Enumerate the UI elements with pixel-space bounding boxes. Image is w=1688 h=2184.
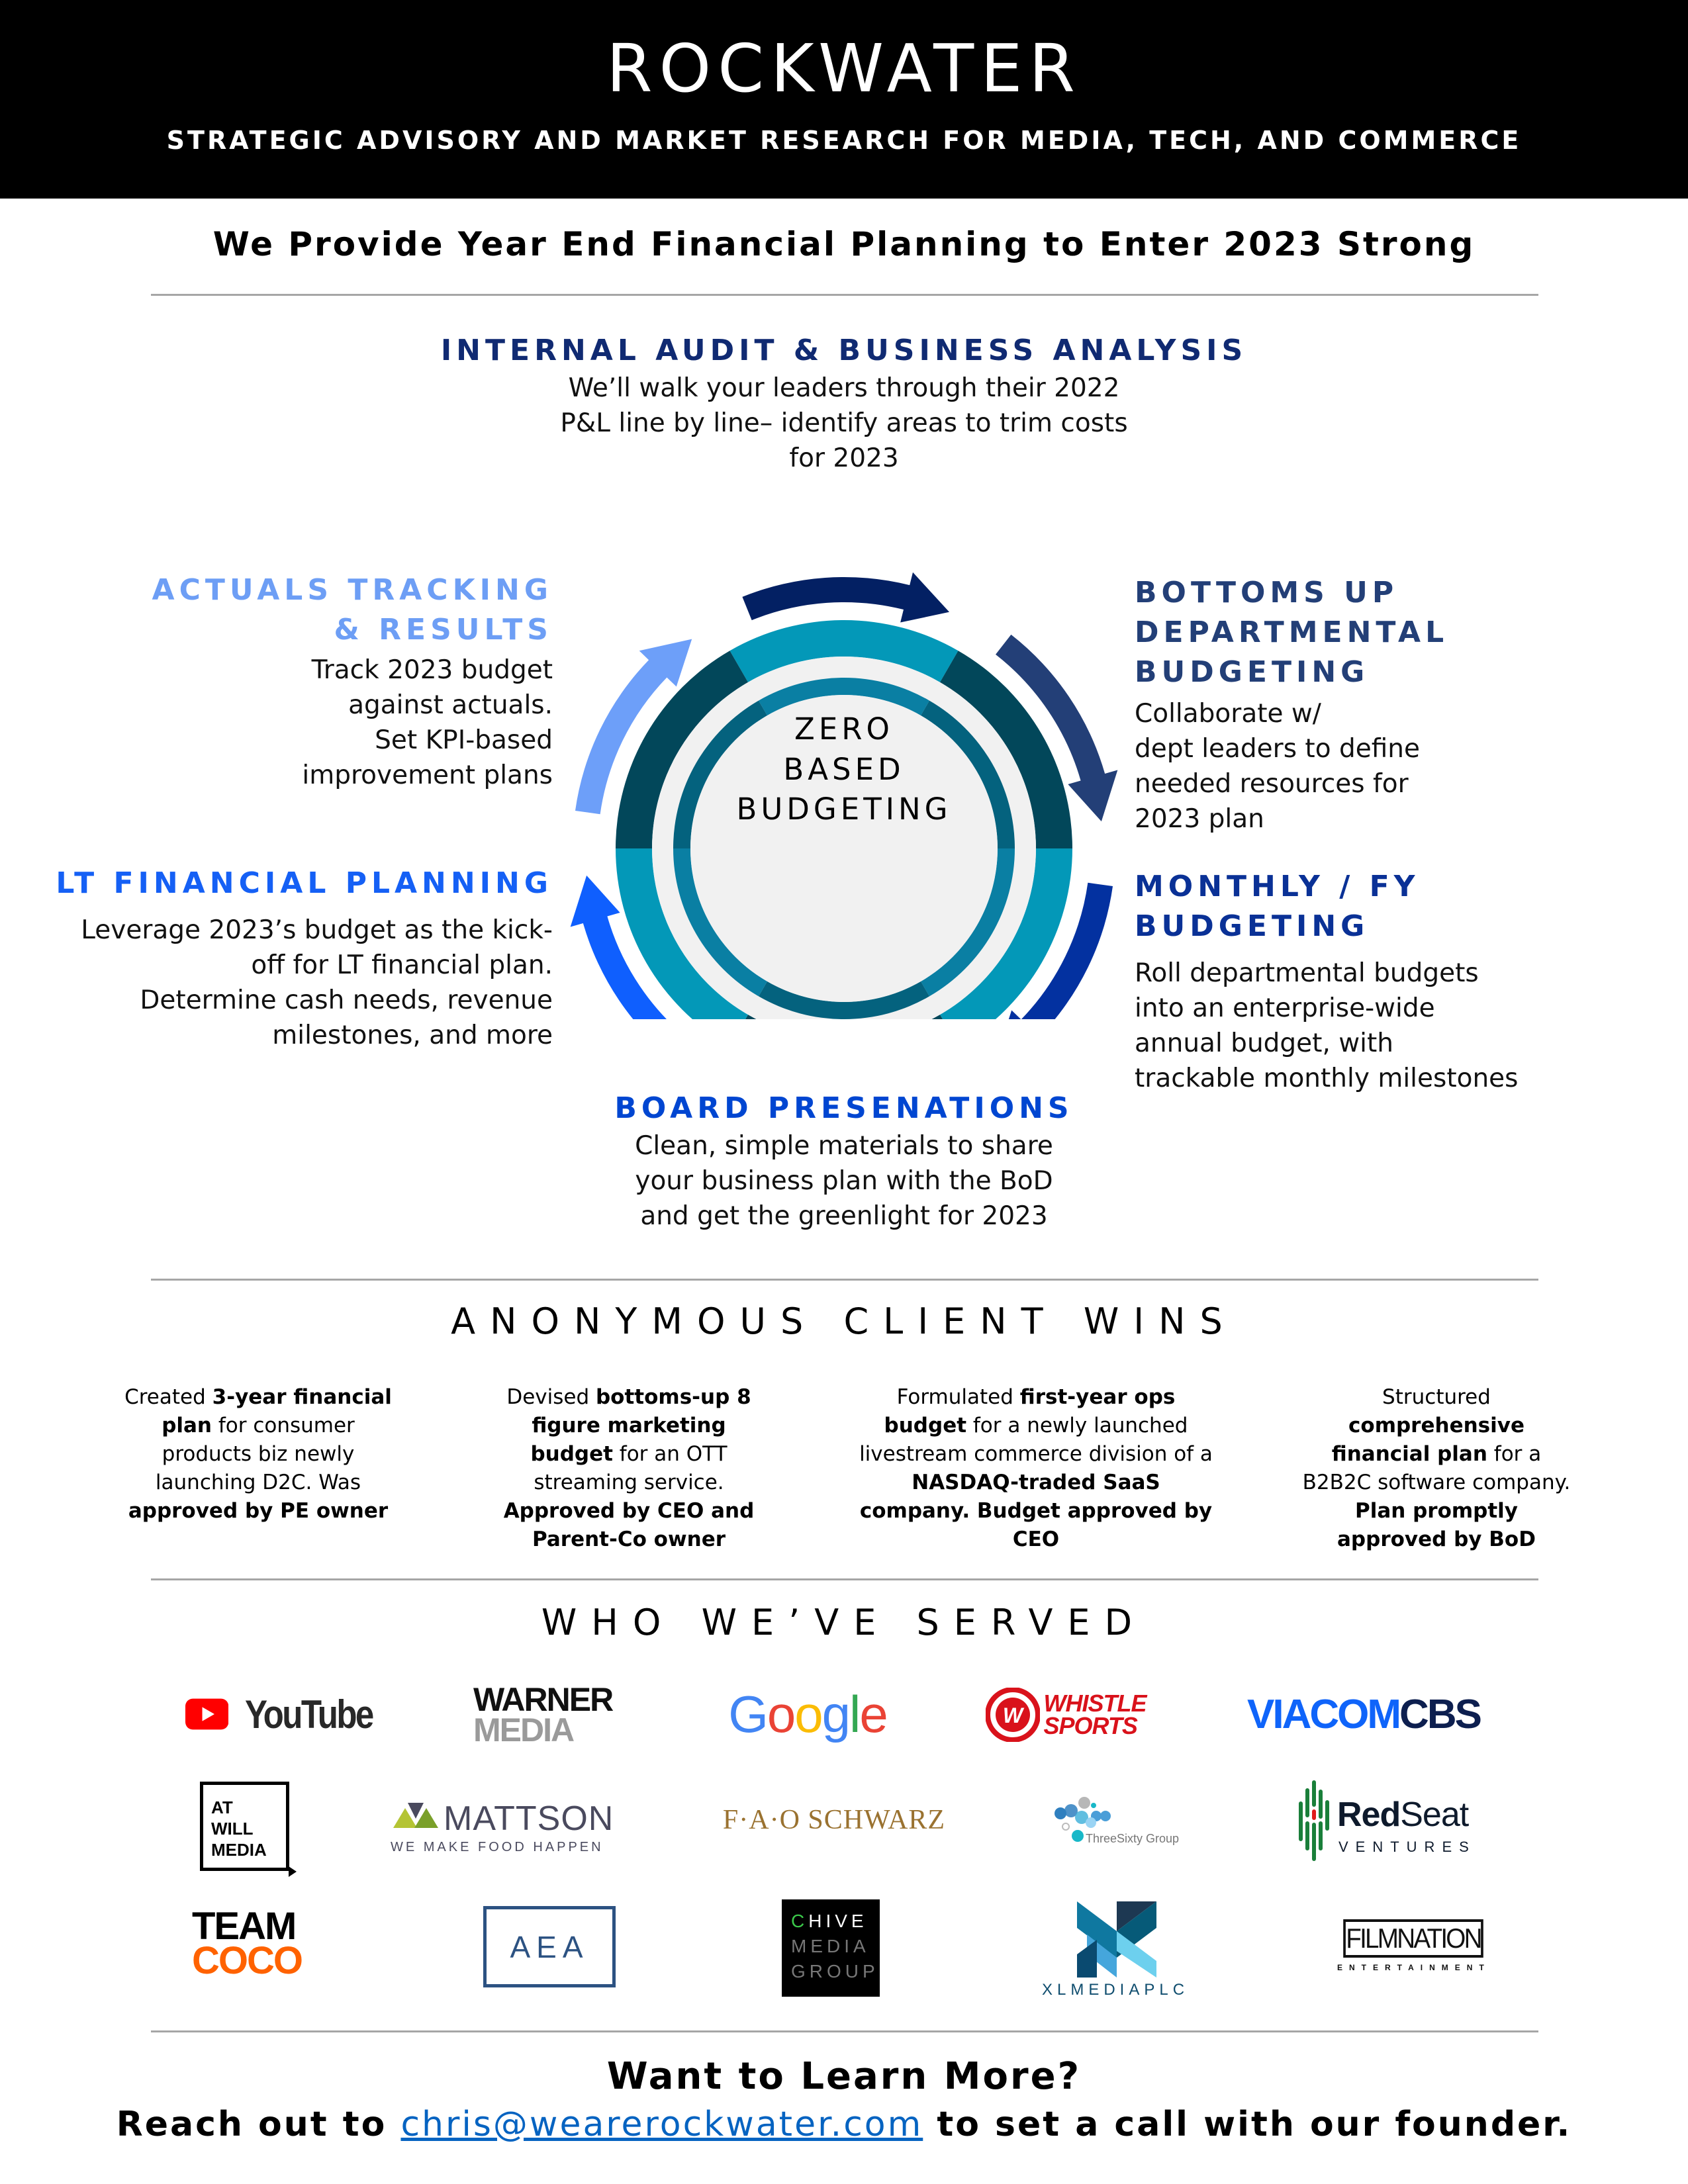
- logo-letter: o: [794, 1684, 822, 1743]
- logo-team-coco: [192, 1905, 338, 1982]
- logo-filmnation: [1337, 1919, 1489, 1979]
- step-body-line: Collaborate w/: [1135, 699, 1321, 729]
- logo-text: ThreeSixty Group: [1086, 1832, 1180, 1845]
- win-text: Formulated: [896, 1385, 1020, 1409]
- win-highlight: approved by PE owner: [128, 1499, 389, 1523]
- client-win-item: [1297, 1383, 1575, 1554]
- step-body-line: needed resources for: [1135, 769, 1409, 799]
- logo-fao-schwarz: F·A·O SCHWARZ: [722, 1805, 946, 1835]
- logo-text: SPORTS: [1043, 1711, 1137, 1739]
- divider: [151, 1279, 1538, 1281]
- step-title: & RESULTS: [334, 613, 553, 647]
- step-body-line: Leverage 2023’s budget as the kick-: [81, 915, 553, 945]
- cycle-arrow-icon: [742, 572, 949, 623]
- win-highlight: bottoms-up 8 figure marketing budget: [530, 1385, 751, 1466]
- step-title: DEPARTMENTAL BUDGETING: [1135, 615, 1449, 689]
- step-title: INTERNAL AUDIT & BUSINESS ANALYSIS: [440, 334, 1248, 367]
- step-body-line: into an enterprise-wide: [1135, 993, 1435, 1023]
- logo-text: [791, 1909, 880, 1934]
- win-text: Devised: [506, 1385, 596, 1409]
- step-title: ACTUALS TRACKING: [152, 573, 553, 607]
- xlmedia-x-icon: [1077, 1901, 1156, 1978]
- logo-text: COCO: [192, 1939, 302, 1982]
- served-title: WHO WE’VE SERVED: [541, 1602, 1147, 1643]
- logo-tagline: WE MAKE FOOD HAPPEN: [391, 1840, 604, 1854]
- win-highlight: comprehensive financial plan: [1331, 1414, 1524, 1466]
- logo-text: WILL: [211, 1819, 254, 1839]
- step-body-line: your business plan with the BoD: [635, 1166, 1053, 1196]
- logo-text: MEDIA: [473, 1711, 574, 1749]
- step-body-line: improvement plans: [302, 760, 553, 790]
- brand-logo: ROCKWATER: [606, 30, 1082, 107]
- cta-line: [0, 2105, 1688, 2144]
- tagline: STRATEGIC ADVISORY AND MARKET RESEARCH FOR MEDIA, TECH, AND COMMERCE: [166, 126, 1522, 155]
- client-win-item: [122, 1383, 394, 1525]
- step-monthly-fy: [1135, 867, 1664, 1096]
- step-body-line: Clean, simple materials to share: [635, 1131, 1053, 1161]
- step-lt-financial-planning: [53, 864, 553, 1053]
- cta-pre: Reach out to: [116, 2105, 401, 2144]
- logo-at-will-media: [200, 1782, 289, 1871]
- center-label-line: BASED: [783, 752, 905, 787]
- redseat-bars-icon: [1297, 1780, 1331, 1862]
- center-label-line: BUDGETING: [736, 792, 952, 827]
- step-internal-audit: [381, 331, 1307, 476]
- logo-chive-media-group: [782, 1899, 880, 1997]
- logo-text: WARNER: [473, 1681, 613, 1718]
- logo-viacomcbs: [1225, 1686, 1503, 1743]
- logo-letter: g: [821, 1684, 850, 1743]
- divider: [151, 294, 1538, 296]
- logo-text: TEAM: [192, 1905, 296, 1948]
- logo-text: FILMNATION: [1343, 1919, 1483, 1958]
- logo-text: GROUP: [791, 1961, 879, 1981]
- logo-letter: o: [767, 1684, 795, 1743]
- logo-threesixty-group: [1053, 1794, 1218, 1853]
- logo-mattson: [391, 1799, 629, 1858]
- step-body-line: and get the greenlight for 2023: [640, 1201, 1048, 1231]
- logo-text: MEDIA: [791, 1936, 870, 1956]
- step-title: BOTTOMS UP: [1135, 576, 1399, 610]
- step-body-line: trackable monthly milestones: [1135, 1064, 1519, 1093]
- win-highlight: NASDAQ-traded SaaS company. Budget approved by CEO: [859, 1471, 1213, 1551]
- logo-text: CBS: [1399, 1692, 1480, 1737]
- logo-text: VIACOM: [1247, 1692, 1400, 1737]
- logo-text: WHISTLE: [1043, 1689, 1147, 1717]
- divider: [151, 1578, 1538, 1580]
- logo-warnermedia: [473, 1681, 632, 1749]
- win-highlight: Plan promptly approved by BoD: [1337, 1499, 1536, 1551]
- logo-google: [715, 1681, 900, 1747]
- logo-aea: AEA: [483, 1906, 616, 1987]
- win-text: for a newly launched livestream commerce division of a: [859, 1414, 1213, 1466]
- logo-text: MATTSON: [444, 1799, 614, 1838]
- whistle-emblem-icon: [986, 1688, 1040, 1742]
- step-body-line: Set KPI-based: [375, 725, 553, 755]
- logo-letter: HIVE: [808, 1911, 868, 1931]
- logo-text: Seat: [1400, 1796, 1469, 1834]
- logo-text: YouTube: [245, 1692, 373, 1737]
- step-body-line: Roll departmental budgets: [1135, 958, 1479, 988]
- step-body-line: for 2023: [789, 443, 899, 473]
- step-body-line: Track 2023 budget: [311, 655, 553, 685]
- logo-letter: e: [859, 1684, 887, 1743]
- logo-letter: C: [791, 1911, 809, 1931]
- win-text: Created: [124, 1385, 212, 1409]
- win-text: for a B2B2C software company.: [1302, 1442, 1571, 1494]
- logo-text: [728, 1684, 887, 1745]
- logo-tagline: VENTURES: [1338, 1839, 1476, 1855]
- step-board-presentations: [513, 1089, 1175, 1234]
- client-wins-title: ANONYMOUS CLIENT WINS: [451, 1300, 1237, 1342]
- win-text: Structured: [1382, 1385, 1491, 1409]
- step-body-line: P&L line by line– identify areas to trim costs: [560, 408, 1128, 438]
- page-headline: We Provide Year End Financial Planning to Enter 2023 Strong: [212, 225, 1476, 263]
- svg-text:W: W: [1002, 1703, 1023, 1727]
- logo-whistle-sports: [976, 1686, 1155, 1743]
- step-body-line: annual budget, with: [1135, 1028, 1393, 1058]
- logo-text: AT: [211, 1797, 233, 1817]
- mattson-triangles-icon: [393, 1803, 438, 1828]
- step-title: MONTHLY / FY BUDGETING: [1135, 870, 1420, 943]
- step-title: LT FINANCIAL PLANNING: [56, 866, 553, 900]
- center-label-line: ZERO: [794, 711, 894, 747]
- step-actuals-tracking: [53, 570, 553, 793]
- client-win-item: [490, 1383, 768, 1554]
- win-highlight: 3-year financial plan: [162, 1385, 392, 1437]
- logo-text: MEDIA: [211, 1840, 267, 1860]
- win-text: for an OTT streaming service.: [534, 1442, 727, 1494]
- youtube-play-icon: [185, 1692, 228, 1736]
- zero-based-budgeting-cycle-diagram: [563, 503, 1125, 1019]
- logo-letter: l: [849, 1684, 860, 1743]
- step-body-line: off for LT financial plan.: [251, 950, 553, 980]
- step-body-line: milestones, and more: [272, 1021, 553, 1050]
- step-body-line: against actuals.: [348, 690, 553, 720]
- cta-title: Want to Learn More?: [606, 2055, 1082, 2098]
- logo-youtube: [185, 1684, 384, 1744]
- step-body-line: We’ll walk your leaders through their 2022: [568, 373, 1120, 403]
- play-arrow-icon: [289, 1866, 297, 1877]
- email-link[interactable]: chris@wearerockwater.com: [400, 2105, 923, 2144]
- client-win-item: [857, 1383, 1215, 1554]
- logo-xlmedia: [1039, 1896, 1192, 2002]
- divider: [151, 2030, 1538, 2032]
- cta-post: to set a call with our founder.: [923, 2105, 1572, 2144]
- step-body-line: 2023 plan: [1135, 804, 1264, 834]
- step-body-line: dept leaders to define: [1135, 734, 1420, 764]
- win-highlight: first-year ops budget: [884, 1385, 1176, 1437]
- win-text: for consumer products biz newly launching D2C. Was: [155, 1414, 361, 1494]
- step-title: BOARD PRESENATIONS: [614, 1091, 1074, 1125]
- logo-text: Red: [1337, 1796, 1401, 1834]
- logo-text: XLMEDIAPLC: [1041, 1981, 1190, 1999]
- step-body-line: Determine cash needs, revenue: [140, 985, 553, 1015]
- logo-tagline: ENTERTAINMENT: [1337, 1963, 1491, 1972]
- logo-redseat-ventures: [1297, 1780, 1509, 1866]
- logo-letter: G: [728, 1684, 767, 1743]
- win-highlight: Approved by CEO and Parent-Co owner: [503, 1499, 755, 1551]
- step-bottoms-up: [1135, 573, 1664, 837]
